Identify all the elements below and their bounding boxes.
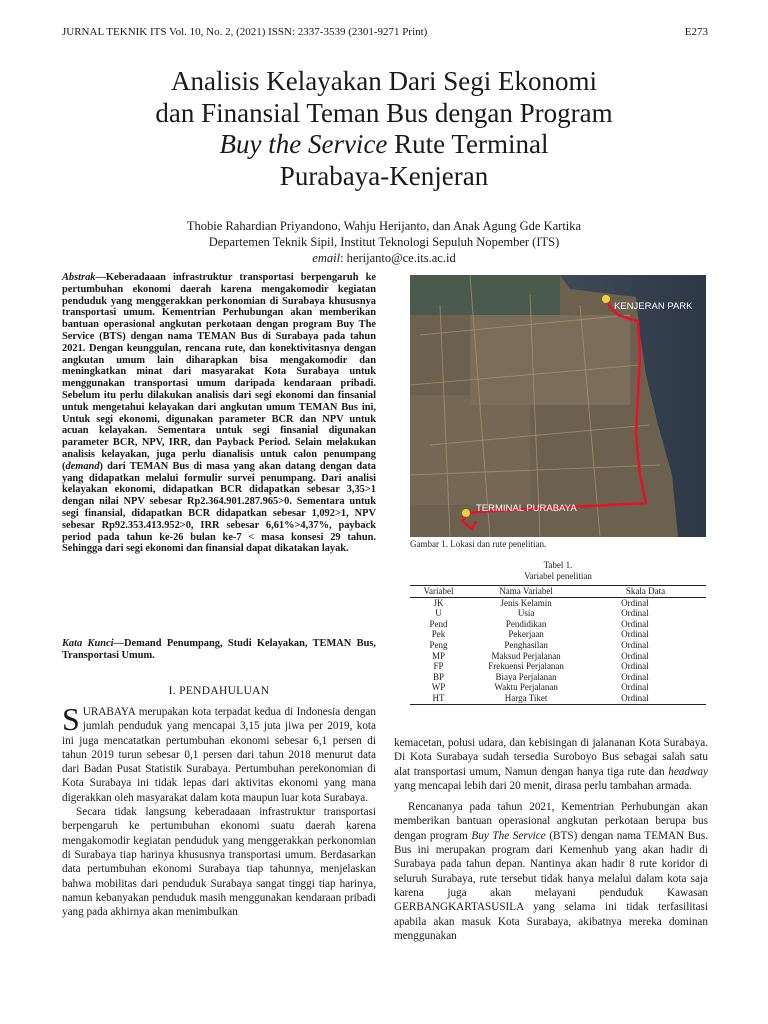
table-cell: WP [431, 682, 446, 693]
variables-table [410, 585, 706, 705]
kenjeran-label: KENJERAN PARK [614, 301, 693, 312]
table-cell: Ordinal [621, 608, 649, 619]
table-row [410, 640, 706, 651]
table-cell: U [435, 608, 442, 619]
table-cell: Pendidikan [505, 618, 547, 629]
table-cell: Ordinal [621, 650, 649, 661]
table-cell: Pend [429, 618, 448, 629]
abstract-text: —Keberadaaan infrastruktur transportasi berpengaruh ke pertumbuhan ekonomi daerah karena mengakomodir kegiatan penduduk yang menggerakkan perkonomian di Surabaya khususnya transportasi umum. Kementrian Perhubungan akan memberikan bantuan operasional angkutan perkotaan dengan program Buy The Service (BTS) dengan nama TEMAN Bus di Surabaya pada tahun 2021. Dengan keunggulan, rencana rute, dan konektivitasnya dengan angkutan umum lain diharapkan bisa mengakomodir dan meningkatkan minat dari masyarakat Kota Surabaya untuk menggunakan transportasi umum daripada kendaraan pribadi. Sebelum itu perlu dilakukan analisis dari segi ekonomi dan finsanial untuk mengetahui kelayakan dari angkutan umum TEMAN Bus ini, Untuk segi ekonomi, digunakan parameter BCR dan NPV untuk acuan kelayakan. Sementara untuk segi finsanial digunakan parameter BCR, NPV, IRR, dan Payback Period. Selain melakukan analisis kelayakan, juga perlu dianalisis untuk calon penumpang ( [62, 272, 376, 472]
table-row [410, 682, 706, 693]
table-cell: Ordinal [621, 671, 649, 682]
table-cell: Ordinal [585, 693, 706, 704]
table-title: Variabel penelitian [524, 571, 592, 581]
title-line-3-rest: Rute Terminal [387, 129, 549, 159]
right-p2-text-b: (BTS) dengan nama TEMAN Bus. Bus ini merupakan program dari Kemenhub yang akan hadir di Surabaya pada tahun depan. Nantinya akan hadir 8 rute koridor di seluruh Surabaya, rute tersebut tidak hanya melalui dalam kota saja karena juga akan melayani penduduk Kawasan GERBANGKARTASUSILA yang selama ini tidak terfasilitasi apabila akan masuk Kota Surabaya, akibatnya mereka dominan menggunakan [394, 829, 709, 942]
table-cell: Harga Tiket [467, 693, 585, 704]
intro-p1-text: URABAYA merupakan kota terpadat kedua di Indonesia dengan jumlah penduduk yang mencapai 3,15 juta jiwa per 2019, kota ini juga mencatatkan pertumbuhan ekonomi sebesar 6,1 persen di tahun 2019 turun sebesar 0,1 persen dari tahun 2018 menurut data dari Badan Pusat Statistik Surabaya. Pertumbuhan perekonomian di Kota Surabaya ini tidak lepas dari aktivitas ekonomi yang mana digerakkan oleh masyarakat dalam kota maupun luar kota Surabaya. [62, 706, 376, 804]
col-header-skala: Skala Data [585, 586, 706, 598]
affiliation: Departemen Teknik Sipil, Institut Teknologi Sepuluh Nopember (ITS) [208, 235, 560, 249]
abstract-text-2: ) dari TEMAN Bus di masa yang akan datang dengan data yang didapatkan melalui formulir survei penumpang. Dari analisi kelayakan ekonomi, didapatkan BCR didapatkan sebesar 3,35>1 dengan nilai NPV sebesar Rp2.364.901.287.965>0. Sementara untuk segi finansial, didapatkan BCR didapatkan sebesar 1,092>1, NPV sebesar Rp92.353.413.952>0, IRR sebesar 6,61%>4,37%, payback period pada tahun ke-26 bulan ke-7 < masa konsesi 29 tahun. Sehingga dari segi ekonomi dan finansial dapat dikatakan layak. [62, 460, 376, 555]
kenjeran-marker-icon [602, 295, 610, 303]
city-core [470, 315, 630, 405]
right-paragraph-2 [394, 800, 708, 943]
abstract [62, 272, 376, 555]
title-line-3 [60, 129, 708, 161]
table-cell: Frekuensi Perjalanan [488, 661, 564, 672]
table-cell: JK [433, 597, 444, 608]
col-header-nama: Nama Variabel [467, 586, 585, 598]
table-header-row [410, 586, 706, 598]
table-cell: Jenis Kelamin [500, 597, 552, 608]
route-map-figure [410, 275, 706, 537]
table-cell: Peng [429, 639, 448, 650]
table-cell: HT [410, 693, 467, 704]
table-number: Tabel 1. [543, 560, 573, 570]
table-cell: Waktu Perjalanan [494, 682, 558, 693]
table-cell: Ordinal [621, 639, 649, 650]
col-header-variabel: Variabel [410, 586, 467, 598]
table-cell: Ordinal [621, 661, 649, 672]
keywords [62, 638, 376, 662]
table-cell: Ordinal [621, 597, 649, 608]
table-row [410, 651, 706, 662]
drop-cap: S [62, 701, 80, 737]
table-row [410, 619, 706, 630]
urban-area [410, 395, 530, 505]
table-cell: BP [433, 671, 445, 682]
table-cell: MP [432, 650, 446, 661]
intro-text [62, 701, 376, 919]
table-row [410, 629, 706, 640]
table-cell: Biaya Perjalanan [495, 671, 557, 682]
table-cell: Pek [431, 629, 446, 640]
keywords-label: Kata Kunci [62, 638, 114, 649]
title-italic-phrase: Buy the Service [219, 129, 388, 159]
route-map [410, 275, 706, 537]
section-heading: I. PENDAHULUAN [168, 685, 270, 697]
headway-term: headway [668, 765, 708, 778]
table-row [410, 672, 706, 683]
table-cell: Penghasilan [504, 639, 548, 650]
table-cell: Pekerjaan [508, 629, 544, 640]
table-cell: Maksud Perjalanan [491, 650, 561, 661]
table-cell: Ordinal [621, 629, 649, 640]
right-column-text [394, 736, 708, 950]
table-caption [410, 560, 706, 582]
title-line-2: dan Finansial Teman Bus dengan Program [155, 97, 613, 128]
figure-caption: Gambar 1. Lokasi dan rute penelitian. [410, 539, 547, 549]
paper-title [60, 66, 708, 192]
title-line-4: Purabaya-Kenjeran [279, 160, 489, 191]
table-row [410, 608, 706, 619]
title-line-1: Analisis Kelayakan Dari Segi Ekonomi [171, 66, 597, 96]
right-p1-text-b: yang mencapai lebih dari 20 menit, dirasa perlu tambahan armada. [394, 779, 692, 792]
table-row [410, 597, 706, 608]
right-p1-text-a: kemacetan, polusi udara, dan kebisingan di jalananan Kota Surabaya. Di Kota Surabaya sudah tersedia Suroboyo Bus sebagai salah satu alat transportasi umum, Namun dengan hanya tiga rute dan [394, 737, 708, 778]
table-cell: Ordinal [621, 618, 649, 629]
terminal-label: TERMINAL PURABAYA [476, 503, 577, 514]
email-address[interactable]: : herijanto@ce.its.ac.id [340, 251, 456, 265]
intro-paragraph-2: Secara tidak langsung keberadaaan infrastruktur transportasi berpengaruh ke pertumbuhan ekonomi suatu daerah karena mengakomodir kegiatan penduduk yang menggerakkan perkonomian di Surabaya tiap harinya khususnya transportasi umum. Berdasarkan data pertumbuhan ekonomi Surabaya tiap tahunnya, menjelaskan bahwa mobilitas dari penduduk Surabaya sangat tinggi tiap harinya, namun kebanyakan penduduk masih menggunakan kendaraan pribadi yang pada akhirnya akan menimbulkan [62, 806, 376, 919]
author-names: Thobie Rahardian Priyandono, Wahju Herijanto, dan Anak Agung Gde Kartika [186, 219, 582, 233]
table-cell: Ordinal [621, 682, 649, 693]
abstract-demand-term: demand [65, 460, 100, 472]
email-line [60, 250, 708, 266]
bts-term: Buy The Service [471, 829, 546, 842]
port-area [410, 275, 560, 315]
table-row [410, 661, 706, 672]
table-cell: FP [433, 661, 444, 672]
intro-paragraph-1 [62, 701, 376, 805]
right-p2-text-a: Rencananya pada tahun 2021, Kementrian Perhubungan akan memberikan bantuan operasional angkutan perkotaan berupa bus dengan program [394, 801, 708, 842]
author-block [60, 218, 708, 266]
table-row [410, 693, 706, 704]
abstract-label: Abstrak [62, 272, 96, 283]
table-cell: Usia [517, 608, 535, 619]
terminal-marker-icon [462, 509, 470, 517]
page-number: E273 [684, 26, 708, 38]
journal-header: JURNAL TEKNIK ITS Vol. 10, No. 2, (2021) ISSN: 2337-3539 (2301-9271 Print) [62, 26, 428, 38]
email-label: email [312, 251, 341, 265]
right-paragraph-1 [394, 736, 708, 793]
keywords-text: —Demand Penumpang, Studi Kelayakan, TEMAN Bus, Transportasi Umum. [62, 638, 376, 661]
